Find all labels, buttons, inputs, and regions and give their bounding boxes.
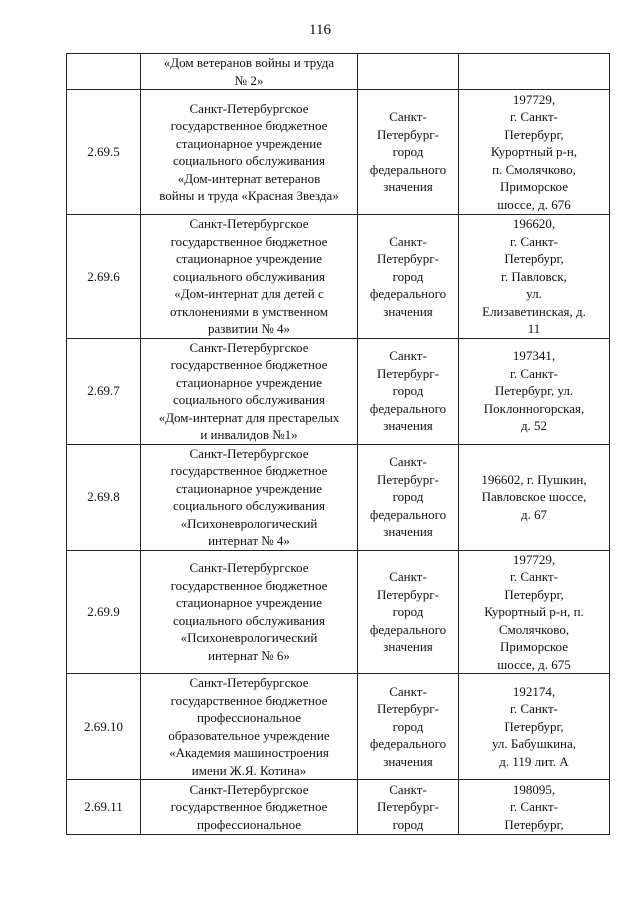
address-cell: 198095, г. Санкт- Петербург, [459,780,610,835]
address-cell: 192174, г. Санкт- Петербург, ул. Бабушкина, д. 119 лит. А [459,674,610,780]
table-row [67,90,610,215]
federal-subject-cell: Санкт- Петербург- город федерального значения [358,90,459,215]
federal-subject-cell: Санкт- Петербург- город федерального значения [358,550,459,674]
federal-subject-cell: Санкт- Петербург- город федерального значения [358,338,459,444]
page-number: 116 [309,22,331,38]
row-number-cell: 2.69.5 [67,90,141,215]
row-number-cell: 2.69.7 [67,338,141,444]
row-number-cell: 2.69.8 [67,444,141,550]
address-cell: 196620, г. Санкт- Петербург, г. Павловск, ул. Елизаветинская, д. 11 [459,215,610,339]
row-number-cell [67,54,141,90]
federal-subject-cell: Санкт- Петербург- город федерального значения [358,674,459,780]
table-row [67,780,610,835]
institution-name-cell: Санкт-Петербургское государственное бюджетное стационарное учреждение социального обслуживания «Психоневрологический интернат № 6» [141,550,358,674]
institution-name-cell: Санкт-Петербургское государственное бюджетное стационарное учреждение социального обслуживания «Дом-интернат ветеранов войны и труда «Красная Звезда» [141,90,358,215]
federal-subject-cell: Санкт- Петербург- город федерального значения [358,444,459,550]
row-number-cell: 2.69.10 [67,674,141,780]
federal-subject-cell: Санкт- Петербург- город [358,780,459,835]
institution-name-cell: Санкт-Петербургское государственное бюджетное стационарное учреждение социального обслуживания «Дом-интернат для престарелых и инвалидов №1» [141,338,358,444]
row-number-cell: 2.69.11 [67,780,141,835]
row-number-cell: 2.69.6 [67,215,141,339]
federal-subject-cell [358,54,459,90]
table-row [67,444,610,550]
institution-name-cell: Санкт-Петербургское государственное бюджетное стационарное учреждение социального обслуживания «Психоневрологический интернат № 4» [141,444,358,550]
table-row [67,674,610,780]
institutions-table [66,53,610,835]
address-cell: 196602, г. Пушкин, Павловское шоссе, д. 67 [459,444,610,550]
federal-subject-cell: Санкт- Петербург- город федерального значения [358,215,459,339]
institution-name-cell: Санкт-Петербургское государственное бюджетное профессиональное образовательное учреждение «Академия машиностроения имени Ж.Я. Котина» [141,674,358,780]
address-cell: 197341, г. Санкт- Петербург, ул. Поклонногорская, д. 52 [459,338,610,444]
institution-name-cell: «Дом ветеранов войны и труда № 2» [141,54,358,90]
table-row [67,215,610,339]
address-cell: 197729, г. Санкт- Петербург, Курортный р-н, п. Смолячково, Приморское шоссе, д. 676 [459,90,610,215]
address-cell: 197729, г. Санкт- Петербург, Курортный р-н, п. Смолячково, Приморское шоссе, д. 675 [459,550,610,674]
institution-name-cell: Санкт-Петербургское государственное бюджетное стационарное учреждение социального обслуживания «Дом-интернат для детей с отклонениями в умственном развитии № 4» [141,215,358,339]
table-row [67,338,610,444]
row-number-cell: 2.69.9 [67,550,141,674]
table-row [67,54,610,90]
institution-name-cell: Санкт-Петербургское государственное бюджетное профессиональное [141,780,358,835]
table-row [67,550,610,674]
address-cell [459,54,610,90]
